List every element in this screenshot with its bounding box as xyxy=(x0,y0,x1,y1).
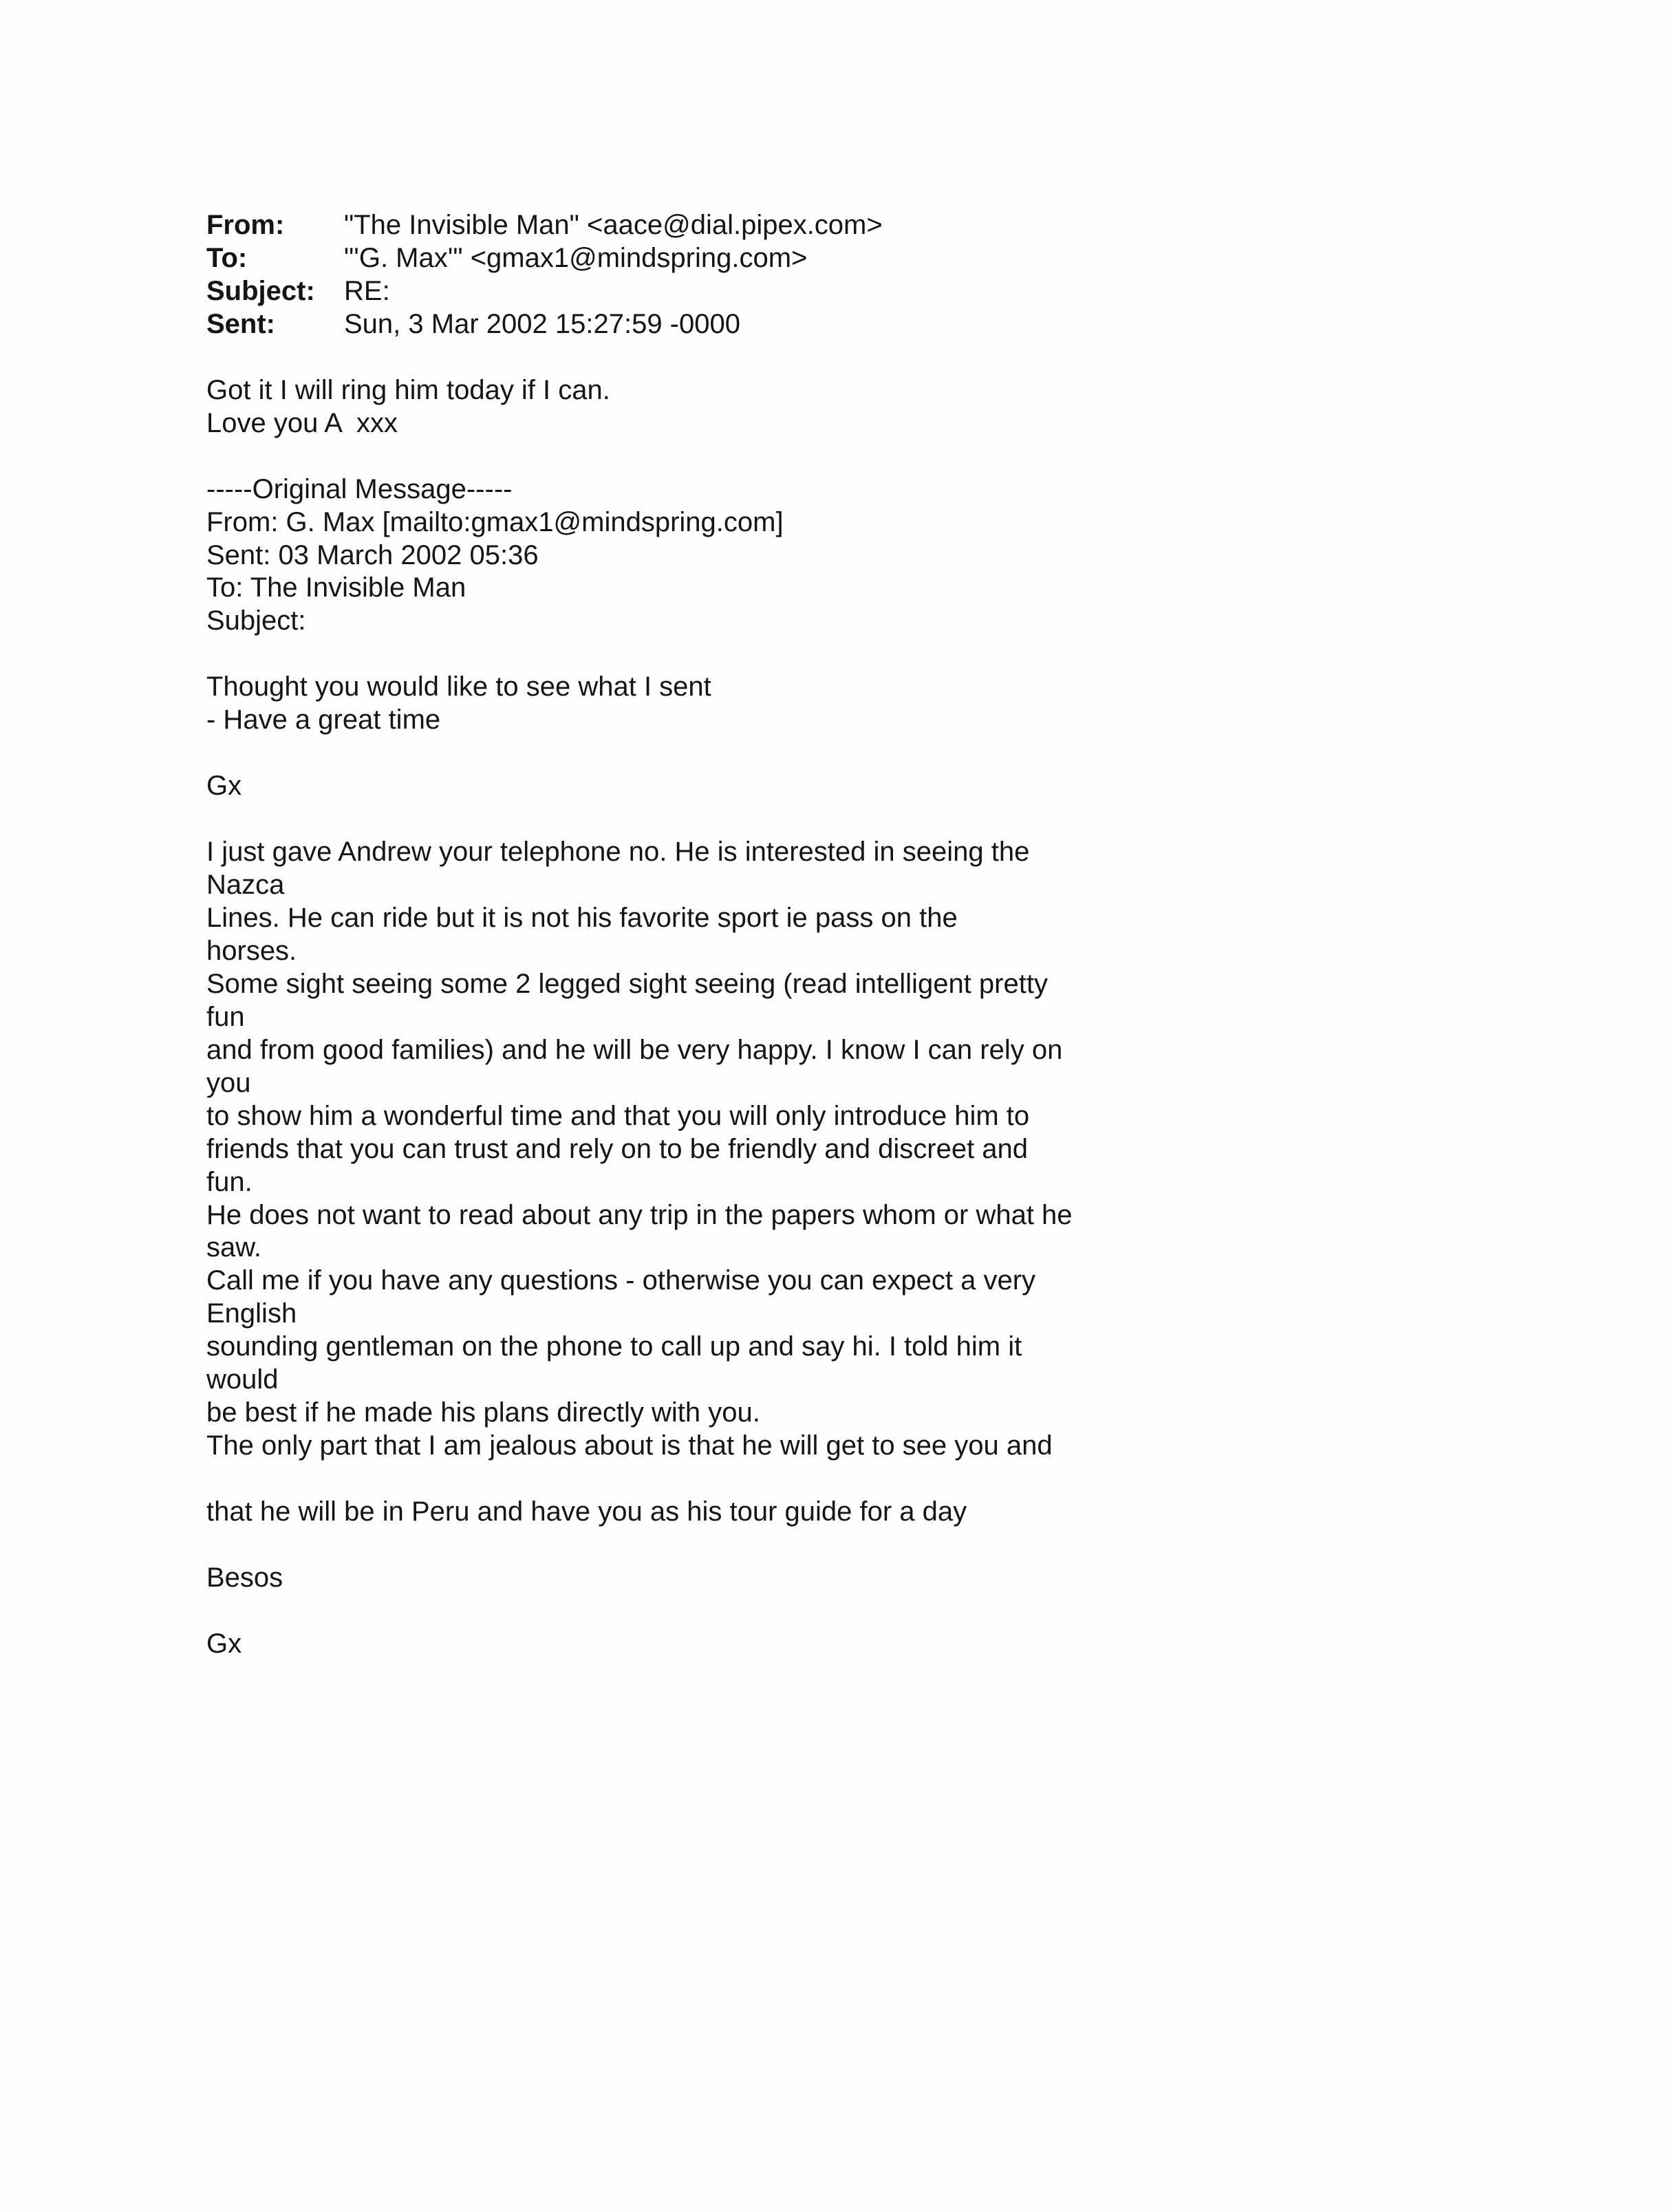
email-body-blank-line xyxy=(206,737,1431,770)
email-body-blank-line xyxy=(206,1529,1431,1562)
email-header-value: Sun, 3 Mar 2002 15:27:59 -0000 xyxy=(344,308,740,339)
email-headers xyxy=(206,209,1431,341)
email-body-line: -----Original Message----- xyxy=(206,473,513,504)
email-header-row xyxy=(206,209,1431,242)
email-body-blank-line xyxy=(206,803,1431,836)
email-header-label: From: xyxy=(206,210,285,240)
email-body-line: Gx xyxy=(206,771,242,802)
email-header-value: "The Invisible Man" <aace@dial.pipex.com> xyxy=(344,210,883,240)
email-body-blank-line xyxy=(206,1463,1431,1496)
email-body-line: sounding gentleman on the phone to call up and say hi. I told him it xyxy=(206,1331,1022,1362)
email-body-line: I just gave Andrew your telephone no. He is interested in seeing the xyxy=(206,837,1030,868)
email-body-blank-line xyxy=(206,1595,1431,1628)
email-body xyxy=(206,341,1431,1661)
email-body-line: would xyxy=(206,1364,279,1395)
email-body-line: fun. xyxy=(206,1166,253,1197)
email-body-line: English xyxy=(206,1298,297,1329)
email-body-line: Love you A xxx xyxy=(206,407,398,438)
email-header-row xyxy=(206,242,1431,275)
email-header-row xyxy=(206,308,1431,341)
email-header-value: RE: xyxy=(344,275,390,306)
email-header-label: To: xyxy=(206,242,248,273)
email-body-line: Got it I will ring him today if I can. xyxy=(206,374,610,405)
email-header-label: Sent: xyxy=(206,308,275,339)
email-header-row xyxy=(206,275,1431,308)
email-body-blank-line xyxy=(206,341,1431,374)
email-body-line: Besos xyxy=(206,1562,283,1593)
email-header-value: "'G. Max'" <gmax1@mindspring.com> xyxy=(344,242,808,273)
email-body-line: Nazca xyxy=(206,869,285,900)
email-body-line: He does not want to read about any trip in the papers whom or what he xyxy=(206,1199,1073,1230)
email-body-line: Call me if you have any questions - otherwise you can expect a very xyxy=(206,1265,1036,1296)
email-body-line: Gx xyxy=(206,1628,242,1659)
email-body-line: saw. xyxy=(206,1232,262,1263)
email-body-line: Some sight seeing some 2 legged sight seeing (read intelligent pretty xyxy=(206,968,1048,999)
email-body-blank-line xyxy=(206,440,1431,473)
email-header-label: Subject: xyxy=(206,275,315,306)
email-body-line: Sent: 03 March 2002 05:36 xyxy=(206,539,539,570)
email-body-line: you xyxy=(206,1067,251,1098)
email-content xyxy=(206,209,1431,1661)
email-body-line: Subject: xyxy=(206,605,306,636)
email-body-line: to show him a wonderful time and that you will only introduce him to xyxy=(206,1100,1030,1131)
email-body-line: that he will be in Peru and have you as his tour guide for a day xyxy=(206,1496,967,1527)
email-body-blank-line xyxy=(206,638,1431,671)
email-body-line: The only part that I am jealous about is that he will get to see you and xyxy=(206,1430,1053,1461)
email-body-line: - Have a great time xyxy=(206,705,441,735)
email-body-line: be best if he made his plans directly with you. xyxy=(206,1397,760,1428)
email-body-line: friends that you can trust and rely on to be friendly and discreet and xyxy=(206,1133,1029,1164)
email-body-line: horses. xyxy=(206,935,297,966)
email-body-line: Thought you would like to see what I sent xyxy=(206,672,711,702)
email-body-line: Lines. He can ride but it is not his favorite sport ie pass on the xyxy=(206,902,958,933)
email-body-line: fun xyxy=(206,1001,245,1032)
email-body-line: and from good families) and he will be very happy. I know I can rely on xyxy=(206,1034,1063,1065)
email-body-line: From: G. Max [mailto:gmax1@mindspring.com] xyxy=(206,506,784,537)
email-body-line: To: The Invisible Man xyxy=(206,572,466,603)
